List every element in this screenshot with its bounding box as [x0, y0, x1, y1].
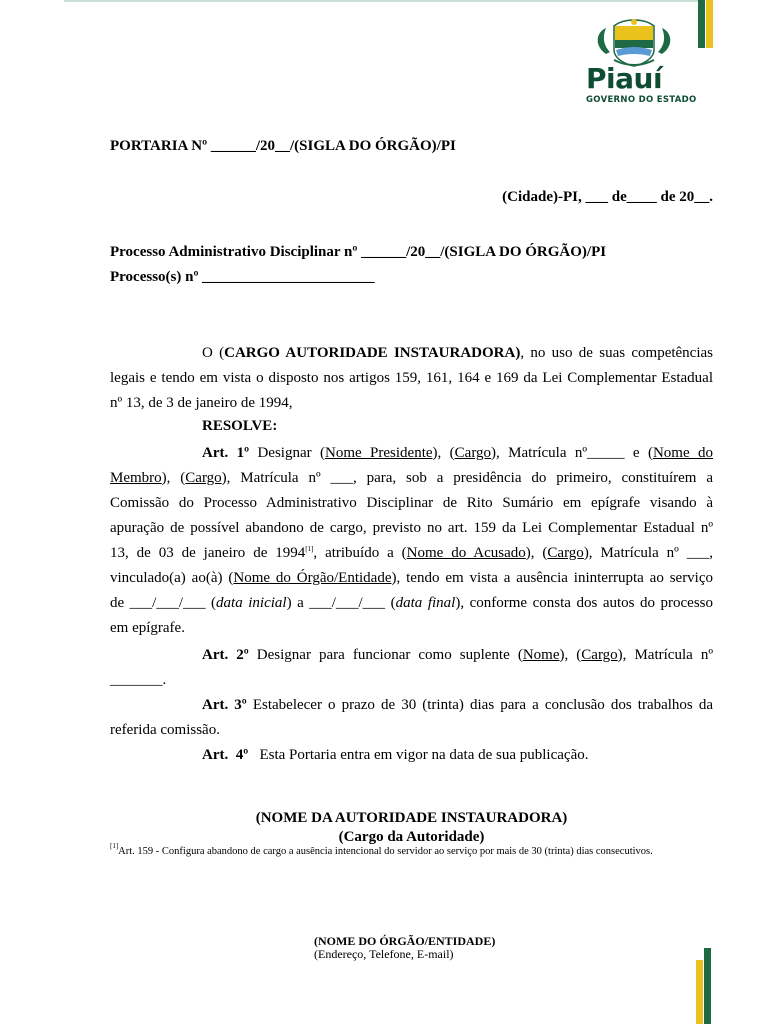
- top-bar-yellow: [706, 0, 713, 48]
- processo-pad-line: Processo Administrativo Disciplinar nº ______/20__/(SIGLA DO ÓRGÃO)/PI: [110, 244, 607, 260]
- logo-name: Piauí: [586, 62, 663, 95]
- city-date-line: (Cidade)-PI, ___ de____ de 20__.: [502, 189, 713, 205]
- footer-orgao: (NOME DO ÓRGÃO/ENTIDADE): [314, 934, 496, 948]
- portaria-title: PORTARIA Nº ______/20__/(SIGLA DO ÓRGÃO)/PI: [110, 138, 456, 154]
- art1-paragraph: Art. 1º Designar (Nome Presidente), (Cargo), Matrícula nº_____ e (Nome do Membro), (Cargo), Matrícula nº ___, para, sob a presidência do primeiro, constituírem a Comissão do Processo Administrativo Disciplinar de Rito Sumário em epígrafe visando à apuração de possível abandono de cargo, previsto no art. 159 da Lei Complementar Estadual nº 13, de 03 de janeiro de 1994[1], atribuído a (Nome do Acusado), (Cargo), Matrícula nº ___, vinculado(a) ao(à) (Nome do Órgão/Entidade), tendo em vista a ausência ininterrupta ao serviço de ___/___/___ (data inicial) a ___/___/___ (data final), conforme consta dos autos do processo em epígrafe.: [110, 445, 714, 636]
- art4-paragraph: Art. 4º Esta Portaria entra em vigor na data de sua publicação.: [202, 747, 589, 763]
- art2-paragraph: Art. 2º Designar para funcionar como suplente (Nome), (Cargo), Matrícula nº _______.: [110, 647, 713, 688]
- processos-line: Processo(s) nº _______________________: [110, 269, 375, 285]
- resolve-heading: RESOLVE:: [202, 418, 278, 434]
- art3-paragraph: Art. 3º Estabelecer o prazo de 30 (trinta) dias para a conclusão dos trabalhos da referida comissão.: [110, 697, 713, 738]
- signature-cargo: (Cargo da Autoridade): [338, 829, 485, 845]
- footnote: [1]Art. 159 - Configura abandono de cargo a ausência intencional do servidor ao serviço por mais de 30 (trinta) dias consecutivos.: [110, 842, 653, 857]
- bottom-bar-green: [704, 948, 711, 1024]
- bottom-bar-yellow: [696, 960, 703, 1024]
- footer-contato: (Endereço, Telefone, E-mail): [314, 947, 454, 961]
- top-rule: [64, 0, 704, 2]
- intro-paragraph: O (CARGO AUTORIDADE INSTAURADORA), no uso de suas competências legais e tendo em vista o disposto nos artigos 159, 161, 164 e 169 da Lei Complementar Estadual nº 13, de 3 de janeiro de 1994,: [110, 345, 713, 411]
- logo-subtitle: GOVERNO DO ESTADO: [586, 95, 697, 105]
- footnote-reference: [1]: [305, 545, 314, 553]
- signature-name: (NOME DA AUTORIDADE INSTAURADORA): [255, 810, 568, 826]
- top-bar-green: [698, 0, 705, 48]
